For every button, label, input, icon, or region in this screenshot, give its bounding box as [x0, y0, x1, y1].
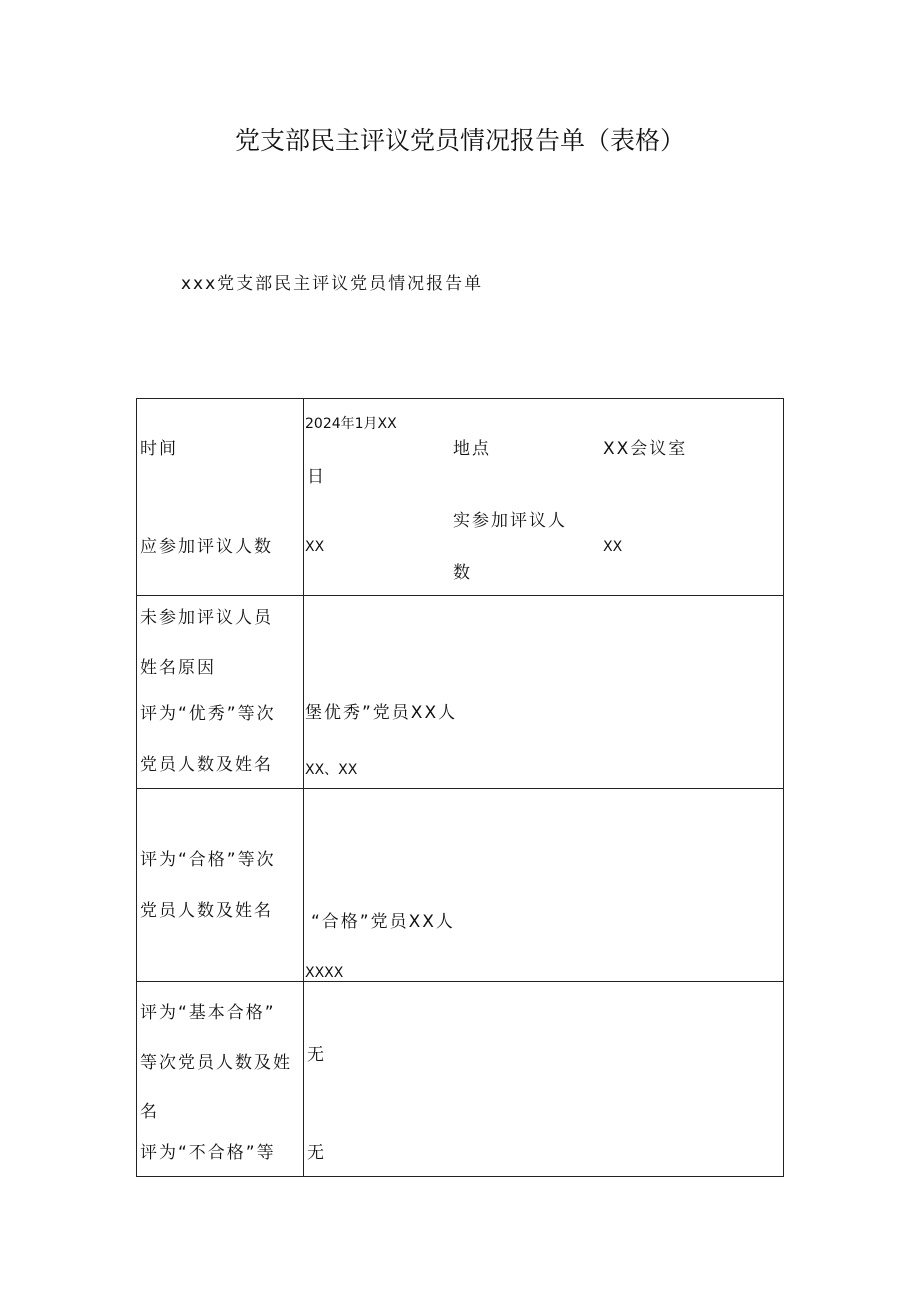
excellent-label-cont: 党员人数及姓名	[140, 755, 273, 775]
location-label: 地点	[453, 439, 491, 459]
basic-qualified-label-cont: 等次党员人数及姓	[140, 1053, 292, 1073]
page-title: 党支部民主评议党员情况报告单（表格）	[234, 126, 685, 155]
absent-label: 未参加评议人员	[140, 608, 273, 628]
actual-count-label-cont: 数	[453, 563, 472, 583]
basic-qualified-value: 无	[307, 1045, 326, 1065]
location-value: XX会议室	[603, 439, 688, 459]
expected-count-value: XX	[305, 539, 325, 555]
excellent-label: 评为“优秀”等次	[140, 704, 276, 724]
qualified-value: “合格”党员XX人	[311, 912, 455, 932]
report-subtitle: xxx党支部民主评议党员情况报告单	[181, 274, 484, 294]
time-value: 2024年1月XX	[305, 416, 397, 432]
basic-qualified-label-end: 名	[140, 1102, 159, 1122]
qualified-label: 评为“合格”等次	[140, 850, 276, 870]
qualified-label-cont: 党员人数及姓名	[140, 901, 273, 921]
expected-count-label: 应参加评议人数	[140, 537, 273, 557]
row-divider-1	[137, 595, 783, 596]
unqualified-value: 无	[307, 1143, 326, 1163]
row-divider-3	[137, 981, 783, 982]
unqualified-label: 评为“不合格”等	[140, 1143, 276, 1163]
actual-count-value: XX	[603, 539, 623, 555]
row-divider-2	[137, 788, 783, 789]
absent-label-cont: 姓名原因	[140, 658, 216, 678]
report-table	[136, 398, 784, 1177]
actual-count-label: 实参加评议人	[453, 511, 567, 531]
time-label: 时间	[140, 439, 178, 459]
qualified-names: XXXX	[305, 965, 344, 981]
excellent-value: 堡优秀”党员XX人	[305, 703, 458, 723]
basic-qualified-label: 评为“基本合格”	[140, 1003, 276, 1023]
excellent-names: XX、XX	[305, 762, 358, 778]
time-value-day: 日	[307, 467, 326, 487]
